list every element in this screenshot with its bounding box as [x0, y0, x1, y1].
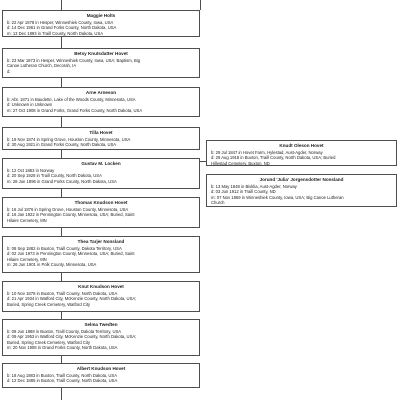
connector [61, 78, 62, 87]
person-name: Betsy Knutsdatter Hovet [74, 51, 128, 56]
person-death: d: [7, 68, 11, 74]
connector [61, 356, 62, 363]
person-birth-cont: Canoe Lutheran Church, Decorah, IA [7, 63, 77, 69]
connector [61, 228, 62, 236]
person-marriage: m: 26 Jun 1901 in Polk County, Minnesota, USA [7, 262, 97, 268]
connector [61, 150, 62, 158]
person-death: d: 30 Aug 1921 in Grand Forks County, North Dakota, USA [7, 142, 117, 148]
person-marriage: m: 27 Oct 1908 in Grand Forks, Grand Forks County, North Dakota, USA [7, 107, 143, 113]
connector [61, 312, 62, 319]
person-card-gustav-locken[interactable] [2, 158, 200, 189]
person-birth: b: 22 Apr 1878 in Hesper, Winneshiek County, Iowa, USA [7, 20, 114, 25]
person-death: d: 02 Jun 1973 in Pennington County, Minnesota, USA; Buried, Saint [7, 251, 135, 257]
person-death: d: 03 Jun 1912 in Traill County, ND [211, 189, 276, 195]
person-birth: b: Abt. 1871 in Baudette, Lake of the Woods County, Minnesota, USA [7, 97, 136, 102]
person-card-thea-nonsland[interactable] [2, 236, 200, 273]
person-card-albert-hovet[interactable] [2, 363, 200, 388]
person-name: Thomas Knudson Hovet [74, 200, 128, 205]
person-birth: b: 12 Oct 1863 in Norway [7, 168, 55, 173]
person-marriage: m: 28 Jun 1896 in Grand Forks County, North Dakota, USA [7, 178, 117, 184]
person-marriage: m: 13 Dec 1893 in Traill County, North Dakota, USA [7, 30, 104, 36]
person-card-knut-hovet[interactable] [2, 281, 200, 312]
person-birth: b: 13 May 1848 in Bivklia, Aust-Agder, Norway [211, 184, 297, 189]
connector [61, 273, 62, 281]
person-card-jorund-nonsland[interactable] [206, 174, 397, 207]
person-birth: b: 08 Sep 1882 in Buxton, Traill County, Dakota Territory, USA [7, 246, 122, 251]
connector [61, 37, 62, 48]
person-birth: b: 29 Jul 1847 in Hovet Farm, Hylestad, Aust-Agder, Norway [211, 150, 323, 155]
person-card-thomas-hovet[interactable] [2, 197, 200, 228]
person-name: Knut Knudson Hovet [78, 284, 124, 289]
person-birth: b: 10 Nov 1878 in Buxton, Traill County, North Dakota, USA [7, 291, 118, 296]
person-birth: b: 16 Jul 1876 in Spring Grove, Houston County, Minnesota, USA [7, 207, 129, 212]
connector-top-right [200, 0, 201, 10]
connector-top [61, 0, 62, 10]
person-name: Knudt Oleson Hovet [279, 143, 324, 148]
person-birth: b: 08 Jun 1888 in Buxton, Traill County, Dakota Territory, USA [7, 329, 122, 334]
person-death: d: Unknown in Unknown [7, 102, 53, 108]
person-death-cont: Buried, Spring Creek Cemetery, Watford City [7, 301, 91, 307]
person-death-cont: Hilaire Cemetery, MN [7, 217, 47, 223]
person-card-selma-twedten[interactable] [2, 319, 200, 356]
person-marriage: m: 07 Nov 1869 in Winneshiek County, Iowa, USA; Big Canoe Lutheran [211, 194, 344, 200]
person-death-cont: Hilaire Cemetery, MN [7, 256, 47, 262]
person-death-cont: Hillestad Cemetery, Buxton, ND [211, 160, 270, 166]
person-death: d: 16 Jan 1922 in Pennington County, Minnesota, USA; Buried, Saint [7, 212, 135, 218]
person-name: Gustav M. Locken [81, 161, 121, 166]
person-birth: b: 23 Mar 1873 in Hesper, Winneshiek County, Iowa, USA; Baptism, Big [7, 58, 141, 63]
person-card-knudt-hovet[interactable] [206, 140, 397, 166]
person-card-arne-arneson[interactable] [2, 87, 200, 117]
person-death: d: 12 Dec 1885 in Buxton, Traill County, North Dakota, USA [7, 378, 118, 384]
person-card-maggie-holts[interactable] [2, 10, 200, 37]
person-death: d: 09 Apr 1953 in Watford City, McKenzie County, North Dakota, USA; [7, 334, 137, 340]
person-card-betsy-hovet[interactable] [2, 48, 200, 78]
person-death-cont: Buried, Spring Creek Cemetery, Watford City [7, 339, 91, 345]
person-marriage: m: 20 Nov 1908 in Grand Forks County, North Dakota, USA [7, 345, 118, 351]
person-death: d: 20 Sep 1928 in Traill County, North Dakota, USA [7, 173, 102, 179]
person-death: d: 21 Apr 1934 in Watford City, McKenzie County, North Dakota, USA; [7, 296, 137, 302]
connector [61, 117, 62, 127]
person-name: Albert Knudson Hovet [76, 366, 126, 371]
person-name: Jorund 'Julia' Jorgensdotter Nonsland [259, 177, 344, 182]
person-name: Tilla Hovet [89, 130, 113, 135]
person-card-tilla-hovet[interactable] [2, 127, 200, 150]
person-name: Selma Twedten [84, 322, 118, 327]
person-death: d: 14 Dec 1961 in Grand Forks County, North Dakota, USA [7, 25, 117, 31]
person-birth: b: 19 Nov 1874 in Spring Grove, Houston County, Minnesota, USA [7, 137, 131, 142]
person-death: d: 29 Aug 1918 in Buxton, Traill County, North Dakota, USA; Buried [211, 155, 336, 161]
connector-bottom [61, 388, 62, 400]
person-name: Arne Arneson [85, 90, 117, 95]
connector [61, 189, 62, 197]
person-name: Thea Tarjer Nonsland [77, 239, 125, 244]
person-marriage-cont: Church [211, 200, 225, 206]
person-birth: b: 18 Aug 1883 in Buxton, Traill County, North Dakota, USA [7, 373, 118, 378]
person-name: Maggie Holts [86, 13, 116, 18]
